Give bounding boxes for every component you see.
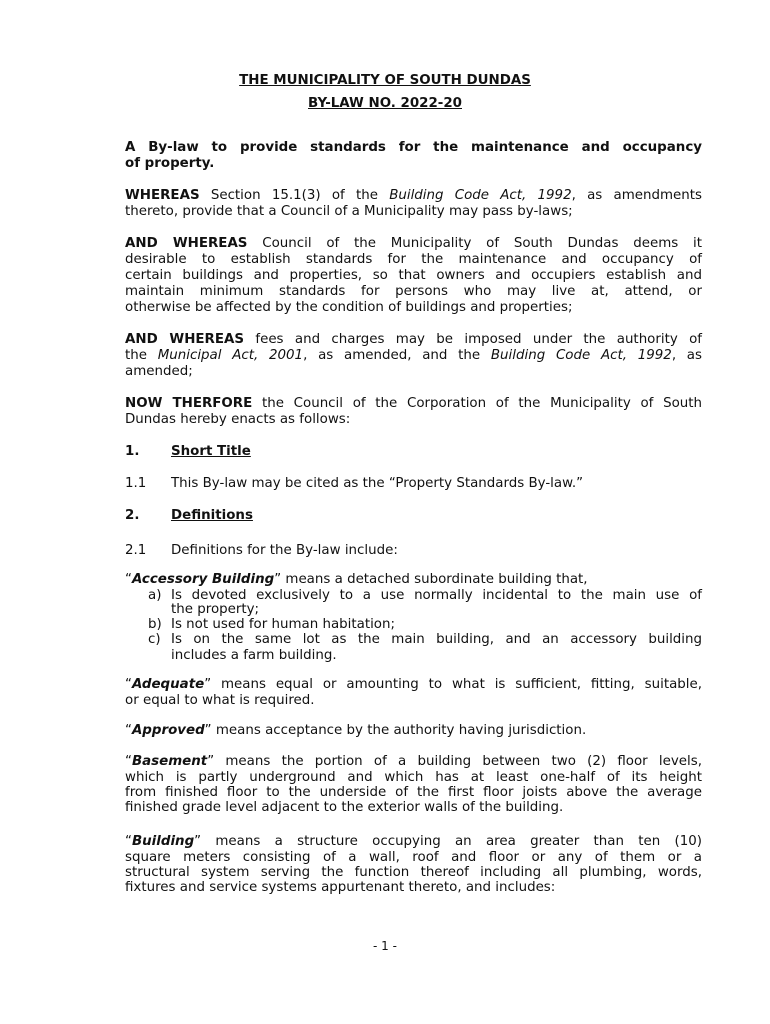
- whereas-keyword: AND WHEREAS: [125, 332, 245, 347]
- defined-term: Building: [131, 834, 195, 849]
- whereas-2-line-3: certain buildings and properties, so that owners and occupiers establish and: [125, 268, 702, 283]
- clause-number: 2.1: [125, 543, 147, 558]
- list-marker: a): [148, 588, 162, 603]
- bylaw-purpose-line-1: A By-law to provide standards for the maintenance and occupancy: [125, 140, 702, 155]
- whereas-1-line-2: thereto, provide that a Council of a Municipality may pass by-laws;: [125, 204, 573, 219]
- bylaw-purpose-line-2: of property.: [125, 156, 215, 171]
- whereas-keyword: AND WHEREAS: [125, 236, 248, 251]
- defined-term: Approved: [131, 723, 205, 738]
- definition-basement-line-2: which is partly underground and which has at least one-half of its height: [125, 770, 702, 785]
- whereas-keyword: WHEREAS: [125, 188, 200, 203]
- list-item-text: Is not used for human habitation;: [171, 617, 395, 632]
- act-reference: Building Code Act, 1992: [389, 188, 572, 203]
- act-reference: Building Code Act, 1992: [490, 348, 672, 363]
- clause-number: 1.1: [125, 476, 147, 491]
- definition-basement-line-4: finished grade level adjacent to the exterior walls of the building.: [125, 800, 564, 815]
- enactment-line-2: Dundas hereby enacts as follows:: [125, 412, 351, 427]
- whereas-2-line-5: otherwise be affected by the condition of buildings and properties;: [125, 300, 573, 315]
- section-title: Short Title: [171, 444, 251, 459]
- whereas-1-line-1: WHEREAS Section 15.1(3) of the Building Code Act, 1992, as amendments: [125, 188, 702, 203]
- clause-text: This By-law may be cited as the “Property Standards By-law.”: [171, 476, 584, 491]
- definition-building-line-3: structural system serving the function thereof including all plumbing, words,: [125, 865, 702, 880]
- whereas-2-line-2: desirable to establish standards for the maintenance and occupancy of: [125, 252, 702, 267]
- whereas-3-line-1: AND WHEREAS fees and charges may be imposed under the authority of: [125, 332, 703, 347]
- definition-building-line-4: fixtures and service systems appurtenant thereto, and includes:: [125, 880, 556, 895]
- whereas-3-line-3: amended;: [125, 364, 193, 379]
- whereas-3-line-2: the Municipal Act, 2001, as amended, and the Building Code Act, 1992, as: [125, 348, 702, 363]
- definition-accessory-building: “Accessory Building” means a detached subordinate building that,: [125, 572, 588, 587]
- list-item-text: includes a farm building.: [171, 648, 337, 663]
- definition-basement: “Basement” means the portion of a building between two (2) floor levels,: [125, 754, 702, 769]
- definition-adequate: “Adequate” means equal or amounting to what is sufficient, fitting, suitable,: [125, 677, 702, 692]
- list-marker: c): [148, 632, 161, 647]
- enactment-line-1: NOW THERFORE the Council of the Corporation of the Municipality of South: [125, 396, 702, 411]
- municipality-title: THE MUNICIPALITY OF SOUTH DUNDAS: [239, 73, 531, 88]
- section-number: 2.: [125, 508, 140, 523]
- clause-text: Definitions for the By-law include:: [171, 543, 398, 558]
- definition-adequate-line-2: or equal to what is required.: [125, 693, 315, 708]
- whereas-2-line-4: maintain minimum standards for persons who may live at, attend, or: [125, 284, 702, 299]
- whereas-2-line-1: AND WHEREAS Council of the Municipality of South Dundas deems it: [125, 236, 702, 251]
- definition-building-line-2: square meters consisting of a wall, roof and floor or any of them or a: [125, 850, 702, 865]
- defined-term: Basement: [131, 754, 208, 769]
- list-marker: b): [148, 617, 162, 632]
- defined-term: Accessory Building: [131, 572, 275, 587]
- act-reference: Municipal Act, 2001: [157, 348, 304, 363]
- bylaw-number: BY-LAW NO. 2022-20: [308, 96, 462, 111]
- list-item-text: the property;: [171, 602, 260, 617]
- enactment-keyword: NOW THERFORE: [125, 396, 253, 411]
- section-number: 1.: [125, 444, 140, 459]
- list-item-text: Is on the same lot as the main building, and an accessory building: [171, 632, 702, 647]
- page-number: - 1 -: [373, 939, 397, 953]
- definition-basement-line-3: from finished floor to the underside of the first floor joists above the average: [125, 785, 702, 800]
- list-item-text: Is devoted exclusively to a use normally incidental to the main use of: [171, 588, 702, 603]
- defined-term: Adequate: [131, 677, 205, 692]
- section-title: Definitions: [171, 508, 253, 523]
- definition-building: “Building” means a structure occupying an area greater than ten (10): [125, 834, 702, 849]
- definition-approved: “Approved” means acceptance by the authority having jurisdiction.: [125, 723, 587, 738]
